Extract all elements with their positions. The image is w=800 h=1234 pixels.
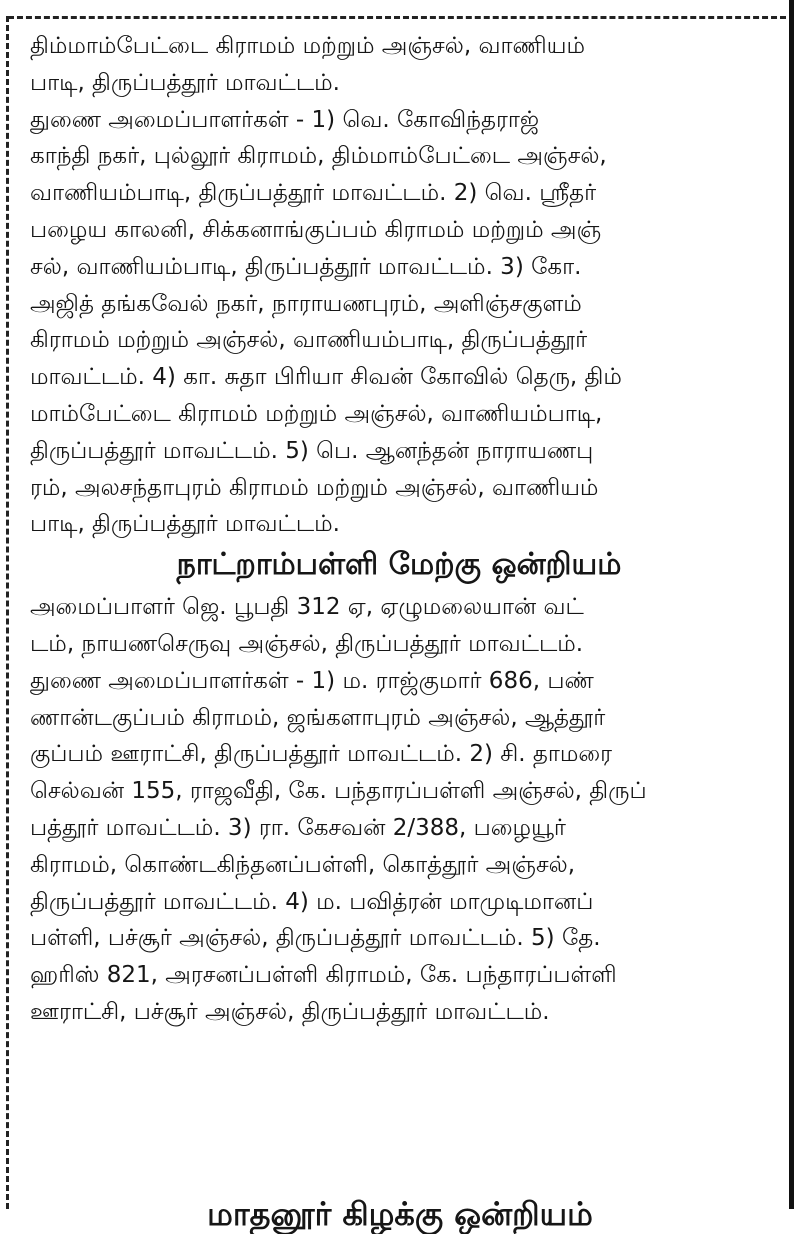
right-column-rule xyxy=(789,0,794,1209)
section2-paragraph-2: துணை அமைப்பாளர்கள் - 1) ம. ராஜ்குமார் 686, பண் ணான்டகுப்பம் கிராமம், ஜங்களாபுரம் அஞ்சல், ஆத்தூர் குப்பம் ஊராட்சி, திருப்பத்தூர் மாவட்டம். 2) சி. தாமரை செல்வன் 155, ராஜவீதி, கே. பந்தாரப்பள்ளி அஞ்சல், திருப் பத்தூர் மாவட்டம். 3) ரா. கேசவன் 2/388, பழையூர் கிராமம், கொண்டகிந்தனப்பள்ளி, கொத்தூர் அஞ்சல், திருப்பத்தூர் மாவட்டம். 4) ம. பவித்ரன் மாமுடிமானப் பள்ளி, பச்சூர் அஞ்சல், திருப்பத்தூர் மாவட்டம். 5) தே. ஹரிஸ் 821, அரசனப்பள்ளி கிராமம், கே. பந்தாரப்பள்ளி ஊராட்சி, பச்சூர் அஞ்சல், திருப்பத்தூர் மாவட்டம். xyxy=(30,667,647,1025)
bottom-cut-heading: மாதனூர் கிழக்கு ஒன்றியம் xyxy=(207,1195,593,1233)
bottom-cut-heading-strip xyxy=(0,1184,800,1233)
block1-paragraph-2: துணை அமைப்பாளர்கள் - 1) வெ. கோவிந்தராஜ் காந்தி நகர், புல்லூர் கிராமம், திம்மாம்பேட்டை அஞ்சல், வாணியம்பாடி, திருப்பத்தூர் மாவட்டம். 2) வெ. ஸ்ரீதர் பழைய காலனி, சிக்கனாங்குப்பம் கிராமம் மற்றும் அஞ் சல், வாணியம்பாடி, திருப்பத்தூர் மாவட்டம். 3) கோ. அஜித் தங்கவேல் நகர், நாராயணபுரம், அளிஞ்சகுளம் கிராமம் மற்றும் அஞ்சல், வாணியம்பாடி, திருப்பத்தூர் மாவட்டம். 4) கா. சுதா பிரியா சிவன் கோவில் தெரு, திம் மாம்பேட்டை கிராமம் மற்றும் அஞ்சல், வாணியம்பாடி, திருப்பத்தூர் மாவட்டம். 5) பெ. ஆனந்தன் நாராயணபு ரம், அலசந்தாபுரம் கிராமம் மற்றும் அஞ்சல், வாணியம் பாடி, திருப்பத்தூர் மாவட்டம். xyxy=(30,106,622,538)
section-heading: நாட்றாம்பள்ளி மேற்கு ஒன்றியம் xyxy=(176,547,622,583)
block1-paragraph-1: திம்மாம்பேட்டை கிராமம் மற்றும் அஞ்சல், வாணியம் பாடி, திருப்பத்தூர் மாவட்டம். xyxy=(30,33,585,96)
article-column xyxy=(30,28,768,1031)
dashed-top-border xyxy=(8,16,786,19)
top-cut-heading-strip xyxy=(0,0,800,12)
dashed-left-border xyxy=(6,16,9,1209)
section2-paragraph-1: அமைப்பாளர் ஜெ. பூபதி 312 ஏ, ஏழுமலையான் வட் டம், நாயணசெருவு அஞ்சல், திருப்பத்தூர் மாவட்டம். xyxy=(30,594,584,657)
